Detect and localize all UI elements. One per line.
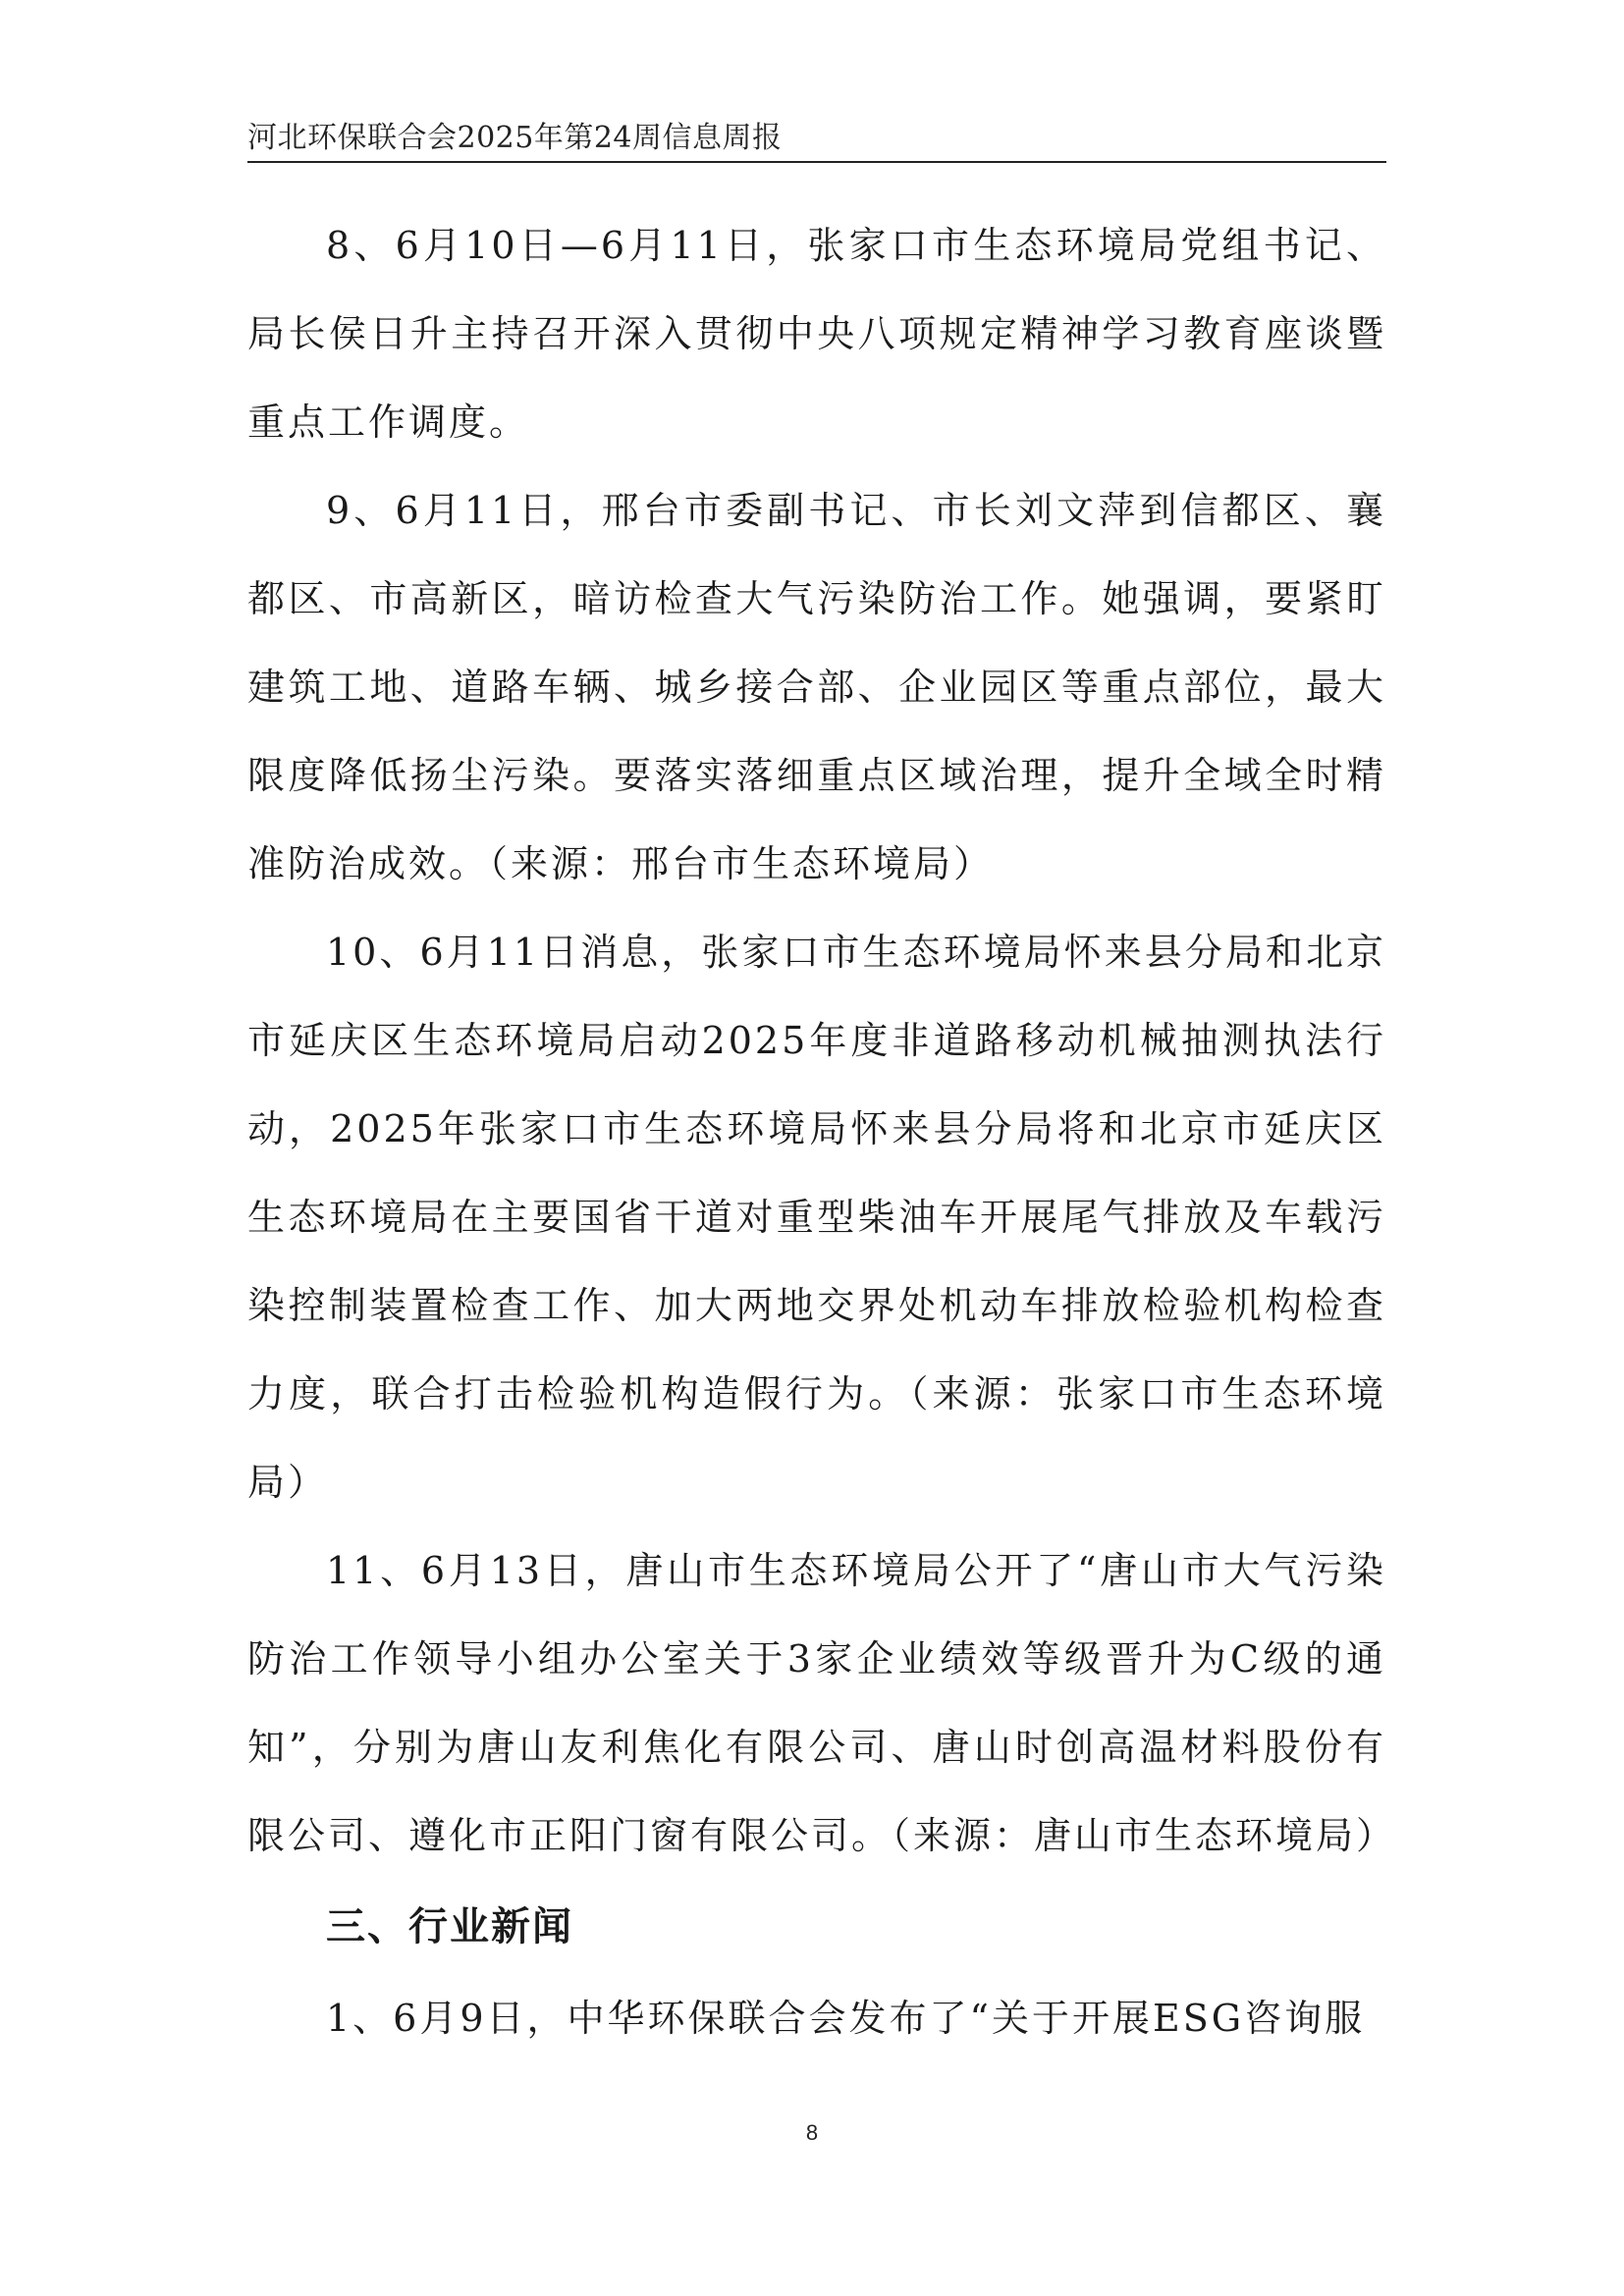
news-item-9: 9、6月11日，邢台市委副书记、市长刘文萍到信都区、襄都区、市高新区，暗访检查大气污染防治工作。她强调，要紧盯建筑工地、道路车辆、城乡接合部、企业园区等重点部位，最大限度降低扬尘污染。要落实落细重点区域治理，提升全域全时精准防治成效。（来源：邢台市生态环境局） (247, 489, 1386, 885)
page-number: 8 (805, 2120, 819, 2145)
document-body (247, 201, 1397, 2062)
news-item-11: 11、6月13日，唐山市生态环境局公开了“唐山市大气污染防治工作领导小组办公室关于3家企业绩效等级晋升为C级的通知”，分别为唐山友利焦化有限公司、唐山时创高温材料股份有限公司、遵化市正阳门窗有限公司。（来源：唐山市生态环境局） (247, 1549, 1397, 1857)
news-item-10: 10、6月11日消息，张家口市生态环境局怀来县分局和北京市延庆区生态环境局启动2025年度非道路移动机械抽测执法行动，2025年张家口市生态环境局怀来县分局将和北京市延庆区生态环境局在主要国省干道对重型柴油车开展尾气排放及车载污染控制装置检查工作、加大两地交界处机动车排放检验机构检查力度，联合打击检验机构造假行为。（来源：张家口市生态环境局） (247, 931, 1386, 1504)
header-divider (247, 161, 1386, 163)
news-item-8: 8、6月10日—6月11日，张家口市生态环境局党组书记、局长侯日升主持召开深入贯彻中央八项规定精神学习教育座谈暨重点工作调度。 (247, 224, 1386, 444)
section-heading-industry-news: 三、行业新闻 (326, 1904, 573, 1949)
running-header: 河北环保联合会2025年第24周信息周报 (247, 121, 783, 155)
industry-news-item-1: 1、6月9日，中华环保联合会发布了“关于开展ESG咨询服 (326, 1997, 1366, 2040)
